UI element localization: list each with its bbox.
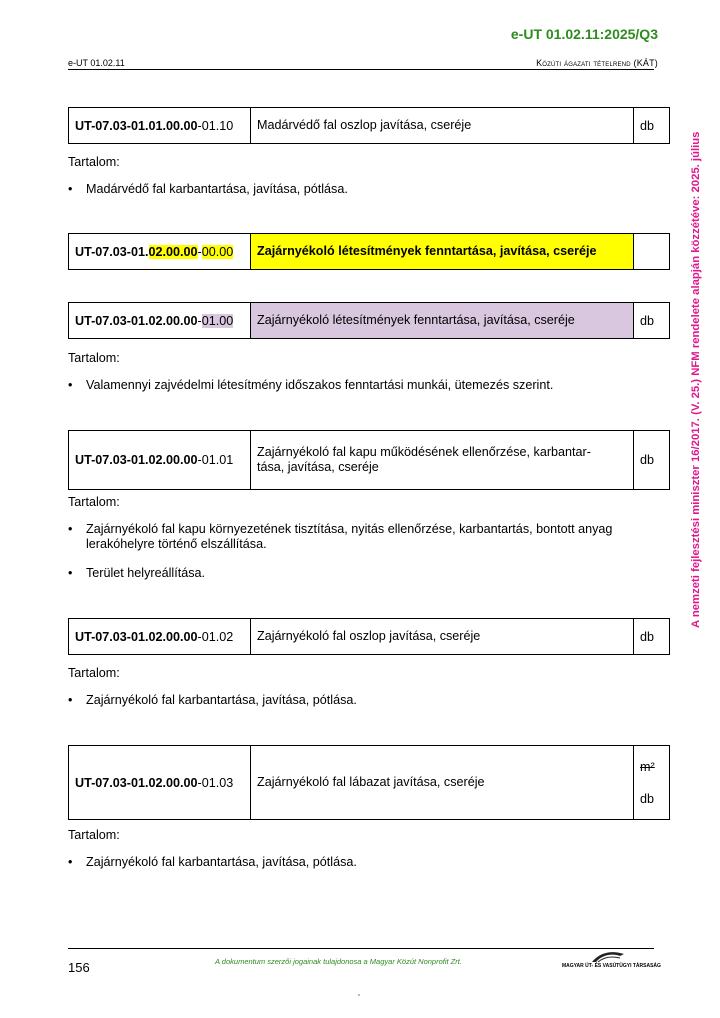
content-label: Tartalom: [68, 495, 120, 509]
item-table-01-00 [68, 302, 670, 339]
content-label: Tartalom: [68, 155, 120, 169]
item-code: UT-07.03-01.01.00.00-01.10 [69, 108, 251, 144]
logo-swoosh-icon [590, 950, 626, 964]
list-item: • Zajárnyékoló fal kapu környezetének tisztítása, nyitás ellenőrzése, karbantartás, bontott anyag lerakóhelyre történő elszállítása. [68, 522, 613, 551]
item-unit: db [634, 431, 670, 490]
document-code: e-UT 01.02.11:2025/Q3 [510, 26, 658, 42]
item-unit: db [634, 619, 670, 655]
list-item: • Valamennyi zajvédelmi létesítmény időszakos fenntartási munkái, ütemezés szerint. [68, 378, 554, 392]
logo-text: MAGYAR ÚT- ÉS VASÚTÜGYI TÁRSASÁG [562, 963, 661, 969]
item-table-01-10 [68, 107, 670, 144]
item-description: Madárvédő fal oszlop javítása, cseréje [251, 108, 634, 144]
item-unit: db [634, 303, 670, 339]
item-description: Zajárnyékoló fal kapu működésének ellenőrzése, karbantar- tása, javítása, cseréje [251, 431, 634, 490]
item-unit: db [634, 108, 670, 144]
item-unit-struck: m² [640, 759, 655, 774]
item-unit-current: db [640, 791, 655, 806]
company-logo [562, 950, 661, 972]
list-item: • Zajárnyékoló fal karbantartása, javítása, pótlása. [68, 855, 357, 869]
item-unit [634, 746, 670, 820]
copyright-notice: A dokumentum szerzői jogainak tulajdonosa a Magyar Közút Nonprofit Zrt. [215, 957, 462, 966]
publication-side-note: A nemzeti fejlesztési miniszter 16/2017. (V. 25.) NFM rendelete alapján közzétéve: 2025. július [690, 131, 702, 628]
page-speck [358, 994, 360, 996]
item-table-01-02 [68, 618, 670, 655]
item-table-00-00 [68, 233, 670, 270]
item-table-01-03 [68, 745, 670, 820]
content-label: Tartalom: [68, 828, 120, 842]
item-unit [634, 234, 670, 270]
list-item: • Zajárnyékoló fal karbantartása, javítása, pótlása. [68, 693, 357, 707]
content-label: Tartalom: [68, 351, 120, 365]
item-code: UT-07.03-01.02.00.00-01.03 [69, 746, 251, 820]
list-item: • Madárvédő fal karbantartása, javítása, pótlása. [68, 182, 348, 196]
content-label: Tartalom: [68, 666, 120, 680]
item-table-01-01 [68, 430, 670, 490]
header-left-code: e-UT 01.02.11 [68, 58, 125, 68]
item-description: Zajárnyékoló fal oszlop javítása, cseréje [251, 619, 634, 655]
page-number: 156 [68, 960, 90, 975]
item-code: UT-07.03-01.02.00.00-01.00 [69, 303, 251, 339]
item-description: Zajárnyékoló fal lábazat javítása, cseréje [251, 746, 634, 820]
header-right-title: Közúti ágazati tételrend (KÁT) [536, 58, 658, 68]
item-code: UT-07.03-01.02.00.00-00.00 [69, 234, 251, 270]
item-code: UT-07.03-01.02.00.00-01.01 [69, 431, 251, 490]
footer-divider [68, 948, 654, 949]
item-code: UT-07.03-01.02.00.00-01.02 [69, 619, 251, 655]
list-item: • Terület helyreállítása. [68, 566, 206, 580]
header-divider [68, 69, 654, 70]
item-description: Zajárnyékoló létesítmények fenntartása, javítása, cseréje [251, 303, 634, 339]
item-description: Zajárnyékoló létesítmények fenntartása, javítása, cseréje [251, 234, 634, 270]
